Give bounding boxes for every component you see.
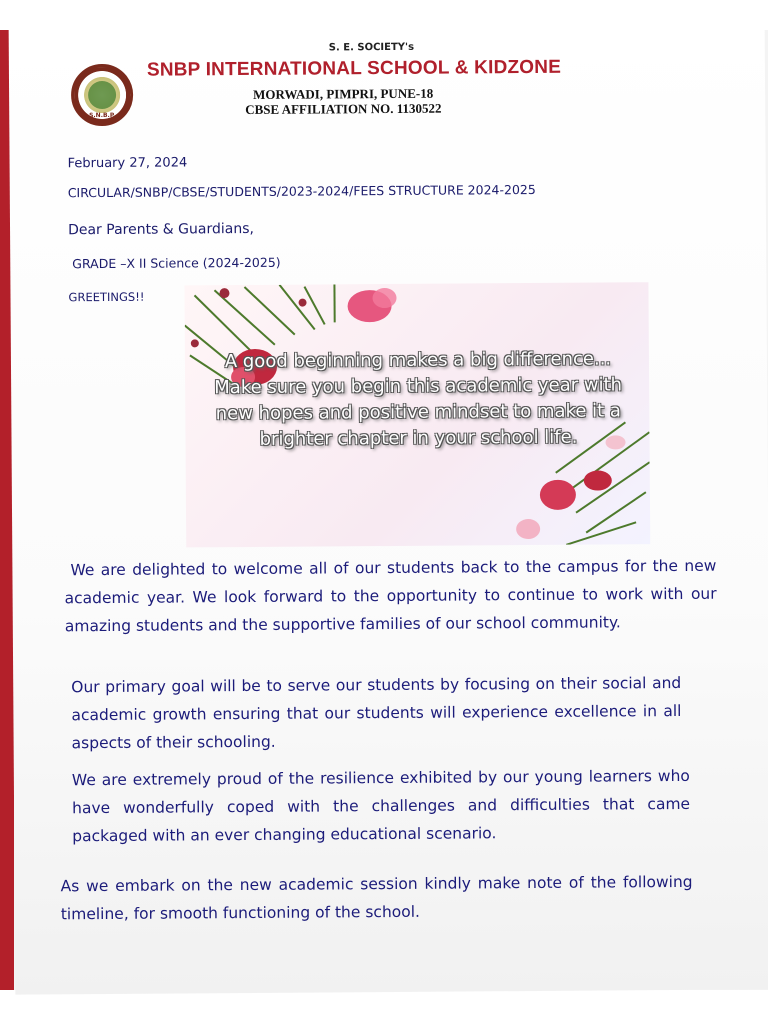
- circular-date: February 27, 2024: [67, 155, 188, 172]
- school-address: MORWADI, PIMPRI, PUNE-18: [253, 85, 434, 102]
- school-name: SNBP INTERNATIONAL SCHOOL & KIDZONE: [146, 56, 562, 81]
- paragraph-timeline: As we embark on the new academic session kindly make note of the following timeline, for smooth functioning of the school.: [60, 872, 693, 924]
- photo-background-bottom: [0, 990, 768, 1024]
- circular-reference: CIRCULAR/SNBP/CBSE/STUDENTS/2023-2024/FEES STRUCTURE 2024-2025: [67, 181, 536, 201]
- paragraph-resilience: We are extremely proud of the resilience exhibited by our young learners who have wonderfully coped with the challenges and difficulties that came packaged with an ever changing educational scenario.: [71, 766, 691, 846]
- school-crest-icon: [71, 64, 133, 126]
- salutation: Dear Parents & Guardians,: [67, 220, 254, 239]
- welcome-banner: [184, 282, 650, 547]
- greeting: GREETINGS!!: [68, 289, 145, 305]
- crest-text: S.N.B.P.: [89, 111, 116, 120]
- paragraph-goal: Our primary goal will be to serve our students by focusing on their social and academic growth ensuring that our students will experience excellence in all aspects of their schooling.: [71, 673, 682, 753]
- letterhead: [9, 23, 766, 138]
- paragraph-welcome: We are delighted to welcome all of our students back to the campus for the new academic year. We look forward to the opportunity to continue to work with our amazing students and the supportive families of our school community.: [64, 556, 717, 636]
- banner-message: A good beginning makes a big difference... Make sure you begin this academic year with new hopes and positive mindset to make it a brighter chapter in your school life.: [214, 348, 623, 450]
- affiliation-number: CBSE AFFILIATION NO. 1130522: [245, 100, 442, 118]
- society-name: S. E. SOCIETY's: [328, 41, 415, 54]
- crest-emblem: [88, 81, 116, 109]
- circular-document: [9, 23, 768, 994]
- grade-line: GRADE –X II Science (2024-2025): [72, 254, 281, 272]
